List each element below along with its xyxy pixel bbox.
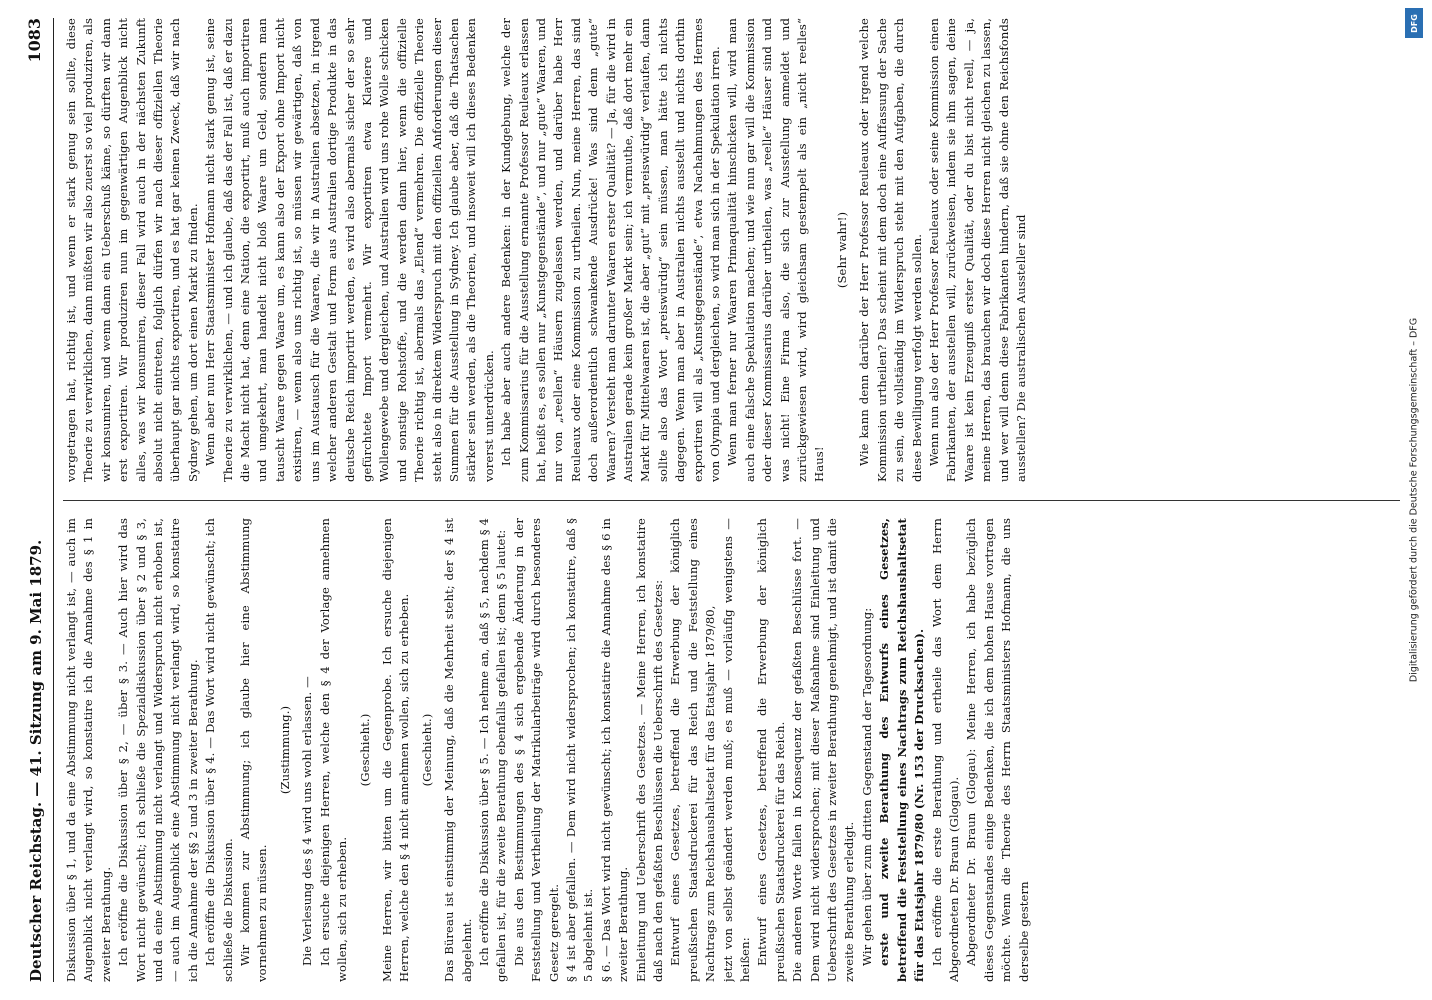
remark: (Geschieht.) (357, 713, 372, 787)
left-column (63, 518, 1403, 982)
right-column (63, 18, 1403, 482)
column-divider (63, 500, 1403, 501)
paragraph: Wenn nun also der Herr Professor Reuleaux oder seine Kommission einen Fabrikanten, der ausstellen will, zurückweisen, indem sie ihm sagen, deine Waare ist kein Erzeugniß erster Qualität, oder du bist nicht reell, — ja, meine Herren, das brauchen wir doch diese Herren nicht gleichen zu lassen, und wer will denn diese Fabrikanten hindern, daß sie ohne den Reichsfonds ausstellen? Die australischen Aussteller sind (926, 18, 1028, 482)
paragraph: jetzt von selbst geändert werden muß; es muß — vorläufig wenigstens — heißen: (720, 518, 753, 982)
paragraph: Ich eröffne die Diskussion über § 4. — Das Wort wird nicht gewünscht; ich schließe die Diskussion. (203, 518, 235, 982)
quoted-text: Entwurf eines Gesetzes, betreffend die Erwerbung der königlich preußischen Staatsdruckerei für das Reich und die Feststellung eines Nachtrags zum Reichshaushaltsetat für das Etatsjahr 1879/80, (668, 518, 718, 982)
paragraph: Meine Herren, wir bitten um die Gegenprobe. Ich ersuche diejenigen Herren, welche den § 4 nicht annehmen wollen, sich zu erheben. (379, 518, 412, 982)
agenda-item: erste und zweite Berathung des Entwurfs eines Gesetzes, betreffend die Feststellung eines Nachtrags zum Reichshaushaltsetat für das Etatsjahr 1879/80 (Nr. 153 der Drucksachen). (877, 518, 927, 982)
remark: (Zustimmung.) (277, 705, 292, 795)
page-number: 1083 (25, 18, 44, 63)
header-title: Deutscher Reichstag. — 41. Sitzung am 9. Mai 1879. (27, 539, 45, 982)
paragraph: Das Büreau ist einstimmig der Meinung, daß die Mehrheit steht; der § 4 ist abgelehnt. (442, 518, 474, 982)
quoted-text: Entwurf eines Gesetzes, betreffend die Erwerbung der königlich preußischen Staatsdruckerei für das Reich. (755, 518, 787, 982)
dfg-logo: DFG (1405, 8, 1423, 38)
paragraph: Die Verlesung des § 4 wird uns wohl erlassen. — (300, 676, 315, 966)
paragraph: Ich eröffne die Diskussion über § 2, — über § 3. — Auch hier wird das Wort nicht gewünscht; ich schließe die Spezialdiskussion über § 2 und § 3, und da eine Abstimmung nicht verlangt und Widerspruch nicht erhoben ist, — auch im Augenblick eine Abstimmung nicht verlangt wird, so konstatire ich die Annahme der §§ 2 und 3 in zweiter Berathung. (116, 518, 200, 982)
paragraph: Wenn man ferner nur Waaren Primaqualität hinschicken will, wird man auch eine falsche Spekulation machen; und wie nun gar will die Kommission oder dieser Kommissarius darüber urtheilen, was „reelle“ Häuser sind und was nicht! Eine Firma also, die sich zur Ausstellung anmeldet und zurückgewiesen wird, wird gleichsam gestempelt als ein „nicht reelles“ Haus! (725, 18, 827, 482)
paragraph: Wenn aber nun Herr Staatsminister Hofmann nicht stark genug ist, seine Theorie zu verwirklichen, — und ich glaube, daß das der Fall ist, daß er dazu die Macht nicht hat, denn eine Nation, die exportirt, muß auch importiren und umgekehrt, man handelt nicht bloß Waare um Geld, sondern man tauscht Waare gegen Waare um, es kann also der Export ohne Import nicht existiren, — wenn also uns richtig ist, so müssen wir gewärtigen, daß von uns im Austausch für die Waaren, die wir in Australien absetzen, in irgend welcher anderen Gestalt und Form aus Australien dortige Produkte in das deutsche Reich importirt werden, es wird also abermals sicher der so sehr gefürchtete Import vermehrt. Wir exportiren etwa Klaviere und Wollengewebe und dergleichen, und Australien wird uns rohe Wolle schicken und sonstige Rohstoffe, und die werden dann hier, wenn die offizielle Theorie richtig ist, abermals das „Elend“ vermehren. Die offizielle Theorie steht also in direktem Widerspruch mit den offiziellen Anforderungen dieser Summen für die Ausstellung in Sydney. Ich glaube aber, daß die Thatsachen stärker sein werden, als die Theorien, und insoweit will ich dieses Bedenken vorerst unterdrücken. (203, 18, 496, 482)
paragraph: Wir gehen über zum dritten Gegenstand der Tagesordnung: (859, 607, 874, 966)
paragraph: § 4 ist aber gefallen. — Dem wird nicht widersprochen; ich konstatire, daß § 5 abgelehnt ist. (563, 518, 596, 982)
paragraph: Ich eröffne die erste Berathung und ertheile das Wort dem Herrn Abgeordneten Dr. Braun (Glogau). (929, 518, 961, 982)
digitization-credit: Digitalisierung gefördert durch die Deutsche Forschungsgemeinschaft – DFG (1408, 317, 1420, 683)
remark: (Sehr wahr!) (834, 211, 849, 289)
paragraph: Abgeordneter Dr. Braun (Glogau): Meine Herren, ich habe bezüglich dieses Gegenstandes einige Bedenken, die ich dem hohen Hause vortragen möchte. Wenn die Theorie des Herrn Staatsministers Hofmann, die uns derselbe gestern (964, 518, 1031, 982)
paragraph: Ich habe aber auch andere Bedenken: in der Kundgebung, welche der zum Kommissarius für die Ausstellung ernannte Professor Reuleaux erlassen hat, heißt es, es sollen nur „Kunstgegenstände“, und nur „gute“ Waaren, und nur von „reellen“ Häusern zugelassen werden, und darüber habe Herr Reuleaux oder eine Kommission zu urtheilen. Nun, meine Herren, das sind doch außerordentlich schwankende Ausdrücke! Was sind denn „gute“ Waaren? Versteht man darunter Waaren erster Qualität? — Ja, für die wird in Australien gerade kein großer Markt sein; ich vermuthe, daß dort mehr ein Markt für Mittelwaaren ist, die aber „gut“ mit „preiswürdig“ verlaufen, dann sollte also das Wort „preiswürdig“ sein müssen, man hätte ich nichts dagegen. Wenn man aber in Australien nichts ausstellt und nichts dorthin exportiren will als „Kunstgegenstände“, etwa Nachahmungen des Hermes von Olympia und dergleichen, so wird man sich in der Spekulation irren. (499, 18, 723, 482)
quoted-text: Die aus den Bestimmungen des § 4 sich ergebende Änderung in der Feststellung und Vertheilung der Matrikularbeiträge wird durch besonderes Gesetz geregelt. (511, 518, 561, 982)
page-header (25, 18, 51, 982)
remark: (Geschieht.) (419, 713, 434, 787)
header-rule (53, 18, 54, 982)
paragraph: Ich eröffne die Diskussion über § 5. — Ich nehme an, daß § 5, nachdem § 4 gefallen ist, für die zweite Berathung ebenfalls gefallen ist; denn § 5 lautet: (476, 518, 509, 982)
paragraph: § 6. — Das Wort wird nicht gewünscht; ich konstatire die Annahme des § 6 in zweiter Berathung. (598, 518, 631, 982)
newspaper-page (11, 0, 1421, 1000)
paragraph: vorgetragen hat, richtig ist, und wenn er stark genug sein sollte, diese Theorie zu verwirklichen, dann müßten wir also zuerst so viel produziren, als wir konsumiren, und wenn dann ein Ueberschuß käme, so dürften wir dann erst exportiren. Wir produziren nun im gegenwärtigen Augenblick nicht alles, was wir konsumiren, dieser Fall wird auch in der nächsten Zukunft absolut nicht eintreten, folglich dürfen wir nach dieser offiziellen Theorie überhaupt gar nichts exportiren, und es hat gar keinen Zweck, daß wir nach Sydney gehen, um dort einen Markt zu finden. (64, 18, 200, 482)
paragraph: Wir kommen zur Abstimmung; ich glaube hier eine Abstimmung vornehmen zu müssen. (238, 518, 270, 982)
paragraph: Wie kann denn darüber der Herr Professor Reuleaux oder irgend welche Kommission urtheilen? Das scheint mit dem doch eine Auffassung der Sache zu sein, die vollständig im Widerspruch steht mit den Aufgaben, die durch diese Bewilligung verfolgt werden sollen. (857, 18, 924, 482)
paragraph: Diskussion über § 1, und da eine Abstimmung nicht verlangt ist, — auch im Augenblick nicht verlangt wird, so konstatire ich die Annahme des § 1 in zweiter Berathung. (64, 518, 113, 982)
paragraph: Die anderen Worte fallen in Konsequenz der gefaßten Beschlüsse fort. — Dem wird nicht widersprochen; mit dieser Maßnahme sind Einleitung und Ueberschrift des Gesetzes in zweiter Berathung genehmigt, und ist damit die zweite Berathung erledigt. (790, 518, 857, 982)
paragraph: Ich ersuche diejenigen Herren, welche den § 4 der Vorlage annehmen wollen, sich zu erheben. (317, 518, 350, 982)
digitization-credit-strip (1400, 0, 1428, 1000)
paragraph: Einleitung und Ueberschrift des Gesetzes. — Meine Herren, ich konstatire daß nach den gefaßten Beschlüssen die Ueberschrift des Gesetzes: (633, 518, 665, 982)
